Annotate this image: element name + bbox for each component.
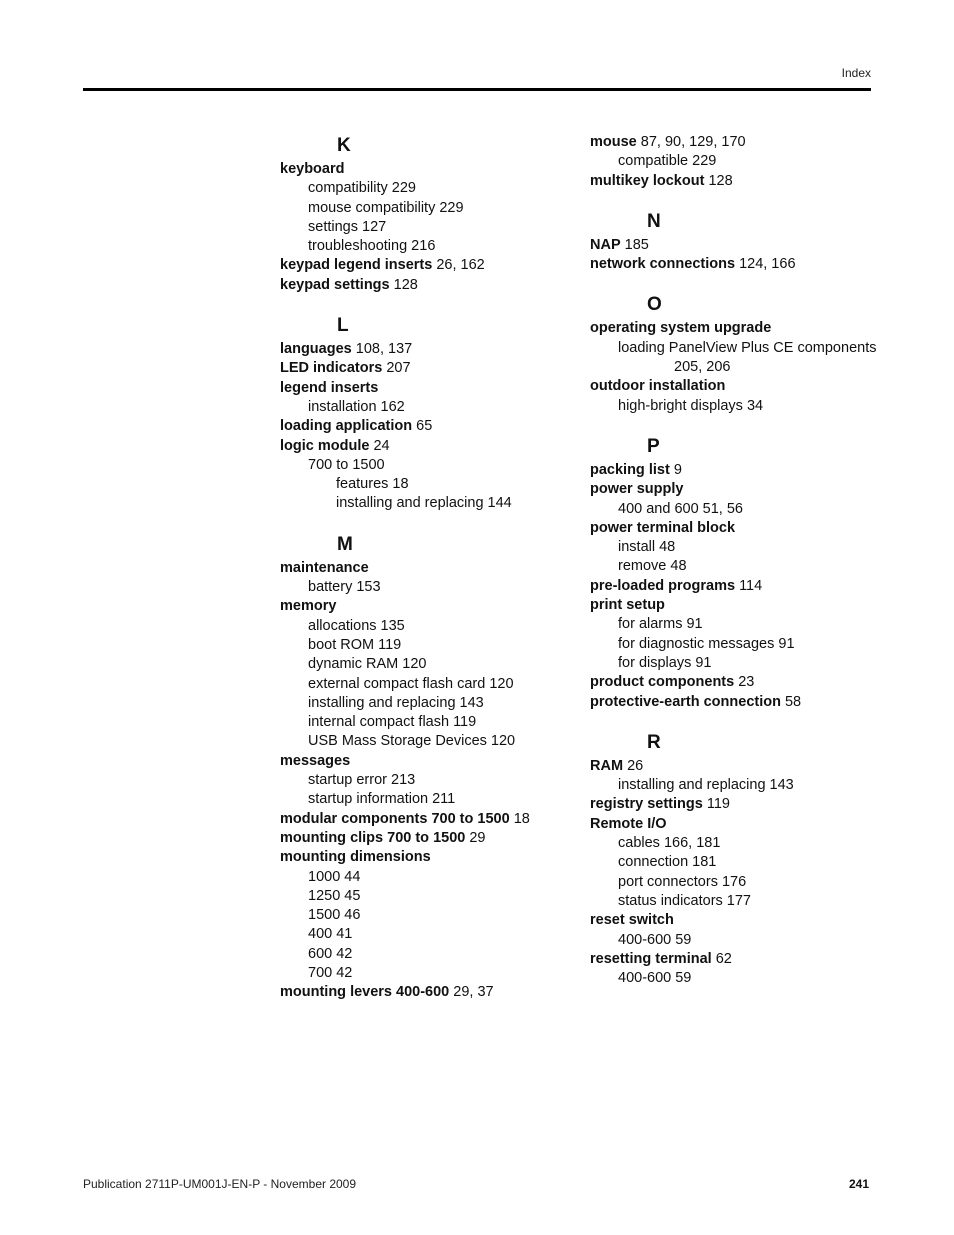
section-letter: M xyxy=(337,533,353,555)
entry-pages: 87, 90, 129, 170 xyxy=(640,134,746,150)
entry-pages: 119 xyxy=(706,796,730,813)
index-subentry: installing and replacing 143 xyxy=(618,777,794,794)
entry-term: LED indicators xyxy=(280,360,383,377)
index-entry xyxy=(590,461,890,480)
entry-term: legend inserts xyxy=(280,379,379,396)
index-section xyxy=(280,133,570,295)
index-subentry: external compact flash card 120 xyxy=(308,675,514,692)
entry-term: memory xyxy=(280,598,337,615)
index-entry xyxy=(590,172,890,191)
index-entry xyxy=(590,596,890,615)
index-subentry: 1000 44 xyxy=(308,868,361,885)
index-column-left xyxy=(280,133,570,1021)
index-subentry: installing and replacing 144 xyxy=(336,495,512,512)
index-entry xyxy=(590,377,890,396)
index-entry xyxy=(590,319,890,338)
running-header-title: Index xyxy=(841,66,871,80)
entry-term: mounting levers 400-600 xyxy=(280,984,450,1001)
section-letter: R xyxy=(647,731,661,753)
entry-term: pre-loaded programs xyxy=(590,577,736,594)
index-entry xyxy=(590,519,890,538)
index-entry xyxy=(280,559,570,578)
index-entry xyxy=(590,950,890,969)
index-subentry: 600 42 xyxy=(308,945,353,962)
index-subentry: mouse compatibility 229 xyxy=(308,199,464,216)
entry-pages: 114 xyxy=(739,577,763,594)
index-subentry: high-bright displays 34 xyxy=(618,397,764,414)
entry-pages: 29 xyxy=(469,829,486,846)
index-entry xyxy=(590,693,890,712)
entry-term: power supply xyxy=(590,481,684,498)
entry-pages: 128 xyxy=(708,172,733,189)
footer-publication: Publication 2711P-UM001J-EN-P - November 2009 xyxy=(83,1177,357,1191)
entry-term: resetting terminal xyxy=(590,950,712,967)
index-subentry: 1500 46 xyxy=(308,907,361,924)
index-entry xyxy=(590,815,890,834)
entry-pages: 65 xyxy=(416,418,433,435)
entry-pages: 62 xyxy=(715,950,732,967)
entry-term: Remote I/O xyxy=(590,815,667,832)
entry-pages: 24 xyxy=(373,437,390,454)
index-column-right xyxy=(590,133,890,1006)
index-section xyxy=(590,730,890,989)
entry-pages: 29, 37 xyxy=(453,984,494,1001)
index-subentry: internal compact flash 119 xyxy=(308,714,477,731)
index-entry xyxy=(280,437,570,456)
index-subentry: compatibility 229 xyxy=(308,180,416,197)
index-entry xyxy=(280,810,570,829)
entry-term: loading application xyxy=(280,418,413,435)
index-section xyxy=(280,532,570,1003)
entry-pages: 23 xyxy=(738,674,755,691)
section-letter: N xyxy=(647,210,661,232)
index-entry xyxy=(280,848,570,867)
entry-pages: 58 xyxy=(784,693,802,710)
index-subentry: status indicators 177 xyxy=(618,892,751,909)
entry-term: packing list xyxy=(590,461,670,478)
index-subentry: 1250 45 xyxy=(308,887,361,904)
index-subentry: 400-600 59 xyxy=(618,970,692,987)
index-subentry: for diagnostic messages 91 xyxy=(618,635,795,652)
index-entry xyxy=(590,673,890,692)
index-subentry: dynamic RAM 120 xyxy=(308,656,427,673)
entry-term: languages xyxy=(280,341,352,358)
index-entry xyxy=(280,256,570,275)
index-section xyxy=(590,434,890,712)
index-subentry: for displays 91 xyxy=(618,654,712,671)
index-entry xyxy=(590,133,890,152)
entry-term: modular components 700 to 1500 xyxy=(280,810,510,827)
index-entry xyxy=(280,983,570,1002)
entry-pages: 124, 166 xyxy=(739,256,796,273)
entry-term: reset switch xyxy=(590,912,674,929)
index-subentry: installing and replacing 143 xyxy=(308,694,484,711)
entry-term: operating system upgrade xyxy=(590,320,772,337)
index-entry xyxy=(280,340,570,359)
entry-term: maintenance xyxy=(280,559,369,576)
entry-term: mounting dimensions xyxy=(280,849,431,866)
index-subentry: compatible 229 xyxy=(618,153,717,170)
index-subentry: 400 and 600 51, 56 xyxy=(618,500,743,517)
index-entry xyxy=(280,379,570,398)
section-letter: P xyxy=(647,435,660,457)
index-subentry: install 48 xyxy=(618,539,676,556)
entry-pages: 108, 137 xyxy=(355,341,413,358)
index-subentry: settings 127 xyxy=(308,218,387,235)
entry-term: keyboard xyxy=(280,161,345,177)
index-subentry: connection 181 xyxy=(618,854,717,871)
entry-pages: 26 xyxy=(627,757,644,774)
index-entry xyxy=(280,417,570,436)
entry-term: mounting clips 700 to 1500 xyxy=(280,829,466,846)
index-entry xyxy=(590,480,890,499)
index-subentry: allocations 135 xyxy=(308,617,405,634)
entry-term: logic module xyxy=(280,437,370,454)
index-subentry: features 18 xyxy=(336,476,409,493)
index-subentry: for alarms 91 xyxy=(618,616,703,633)
index-section xyxy=(590,292,890,415)
index-subentry: startup information 211 xyxy=(308,791,456,808)
entry-pages: 26, 162 xyxy=(436,257,485,274)
section-letter: L xyxy=(337,315,349,337)
index-section xyxy=(590,209,890,275)
entry-term: product components xyxy=(590,674,735,691)
header-rule xyxy=(83,88,871,91)
entry-term: power terminal block xyxy=(590,519,736,536)
index-entry xyxy=(280,597,570,616)
entry-term: outdoor installation xyxy=(590,378,726,395)
index-continuation: 205, 206 xyxy=(674,359,731,376)
entry-term: keypad settings xyxy=(280,276,390,293)
index-entry xyxy=(590,577,890,596)
index-entry xyxy=(280,160,570,179)
entry-term: multikey lockout xyxy=(590,172,705,189)
footer-page-number: 241 xyxy=(848,1177,869,1191)
index-entry xyxy=(590,236,890,255)
entry-term: messages xyxy=(280,752,351,769)
index-entry xyxy=(590,795,890,814)
entry-term: mouse xyxy=(590,134,637,150)
index-subentry: remove 48 xyxy=(618,558,687,575)
index-subentry: 400-600 59 xyxy=(618,931,692,948)
index-entry xyxy=(590,255,890,274)
index-entry xyxy=(280,752,570,771)
index-subentry: boot ROM 119 xyxy=(308,636,402,653)
entry-term: protective-earth connection xyxy=(590,693,781,710)
index-subentry: installation 162 xyxy=(308,398,405,415)
entry-term: registry settings xyxy=(590,796,703,813)
entry-term: print setup xyxy=(590,597,665,614)
entry-term: NAP xyxy=(590,236,621,253)
index-entry xyxy=(280,359,570,378)
index-subentry: port connectors 176 xyxy=(618,873,747,890)
entry-term: RAM xyxy=(590,757,624,774)
entry-pages: 185 xyxy=(624,236,649,253)
section-letter: O xyxy=(647,294,662,316)
index-entry xyxy=(280,829,570,848)
index-entry xyxy=(590,911,890,930)
index-subentry: 700 42 xyxy=(308,964,353,981)
index-entry xyxy=(590,757,890,776)
entry-pages: 207 xyxy=(386,360,411,377)
index-section xyxy=(590,133,890,191)
index-subentry: USB Mass Storage Devices 120 xyxy=(308,733,516,750)
index-entry xyxy=(280,276,570,295)
entry-pages: 9 xyxy=(673,461,682,478)
index-subentry: battery 153 xyxy=(308,579,381,596)
index-subentry: cables 166, 181 xyxy=(618,835,721,852)
entry-term: network connections xyxy=(590,256,736,273)
index-subentry: 400 41 xyxy=(308,926,353,943)
index-subentry: loading PanelView Plus CE components xyxy=(618,339,877,356)
entry-pages: 18 xyxy=(513,810,530,827)
index-subentry: startup error 213 xyxy=(308,772,416,789)
index-section xyxy=(280,313,570,514)
entry-pages: 128 xyxy=(393,276,418,293)
index-subentry: troubleshooting 216 xyxy=(308,238,436,255)
entry-term: keypad legend inserts xyxy=(280,257,433,274)
index-subentry: 700 to 1500 xyxy=(308,456,385,473)
section-letter: K xyxy=(337,135,351,156)
